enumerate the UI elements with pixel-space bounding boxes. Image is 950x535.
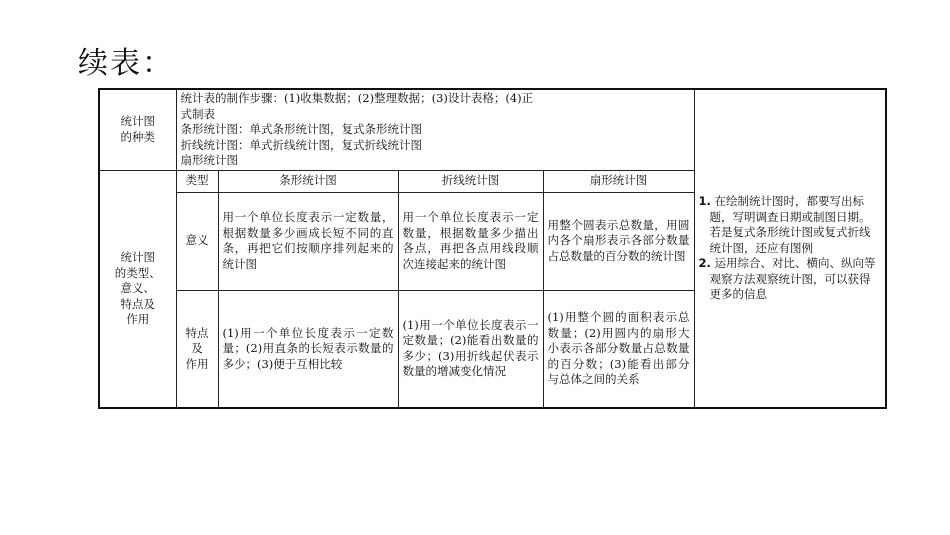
page-title: 续表：: [78, 46, 174, 81]
header-line-chart: 折线统计图: [398, 170, 543, 192]
features-bar-chart: (1)用一个单位长度表示一定数量；(2)用直条的长短表示数量的多少；(3)便于互相比较: [218, 290, 398, 408]
tips-cell: [694, 89, 886, 408]
tip-item: 2. 运用综合、对比、横向、纵向等观察方法观察统计图，可以获得更多的信息: [698, 256, 876, 302]
meaning-pie-chart: 用整个圆表示总数量，用圆内各个扇形表示各部分数量占总数量的百分数的统计图: [543, 192, 694, 290]
features-line-chart: (1)用一个单位长度表示一定数量；(2)能看出数量的多少；(3)用折线起伏表示数量的增减变化情况: [398, 290, 543, 408]
header-type: 类型: [176, 170, 218, 192]
intro-line: 式制表: [180, 106, 215, 121]
features-label: 特点 及 作用: [176, 290, 218, 408]
intro-line: 扇形统计图: [180, 153, 238, 167]
intro-line: 统计表的制作步骤：(1)收集数据；(2)整理数据；(3)设计表格；(4)正: [180, 91, 534, 105]
meaning-line-chart: 用一个单位长度表示一定数量，根据数量多少描出各点，再把各点用线段顺次连接起来的统计图: [398, 192, 543, 290]
row-label-chart-kinds: 统计图 的种类: [99, 89, 176, 170]
features-pie-chart: (1)用整个圆的面积表示总数量；(2)用圆内的扇形大小表示各部分数量占总数量的百分数；(3)能看出部分与总体之间的关系: [543, 290, 694, 408]
row-label-chart-types: 统计图 的类型、 意义、 特点及 作用: [99, 170, 176, 408]
header-pie-chart: 扇形统计图: [543, 170, 694, 192]
meaning-label: 意义: [176, 192, 218, 290]
intro-line: 折线统计图：单式折线统计图，复式折线统计图: [180, 137, 422, 152]
meaning-bar-chart: 用一个单位长度表示一定数量，根据数量多少画成长短不同的直条，再把它们按顺序排列起来的统计图: [218, 192, 398, 290]
header-bar-chart: 条形统计图: [218, 170, 398, 192]
statistics-table: [98, 88, 887, 409]
chart-kinds-content: [176, 89, 694, 170]
intro-line: 条形统计图：单式条形统计图，复式条形统计图: [180, 122, 422, 136]
tip-item: 1. 在绘制统计图时，都要写出标题，写明调查日期或制图日期。若是复式条形统计图或复式折线统计图，还应有图例: [698, 194, 871, 255]
